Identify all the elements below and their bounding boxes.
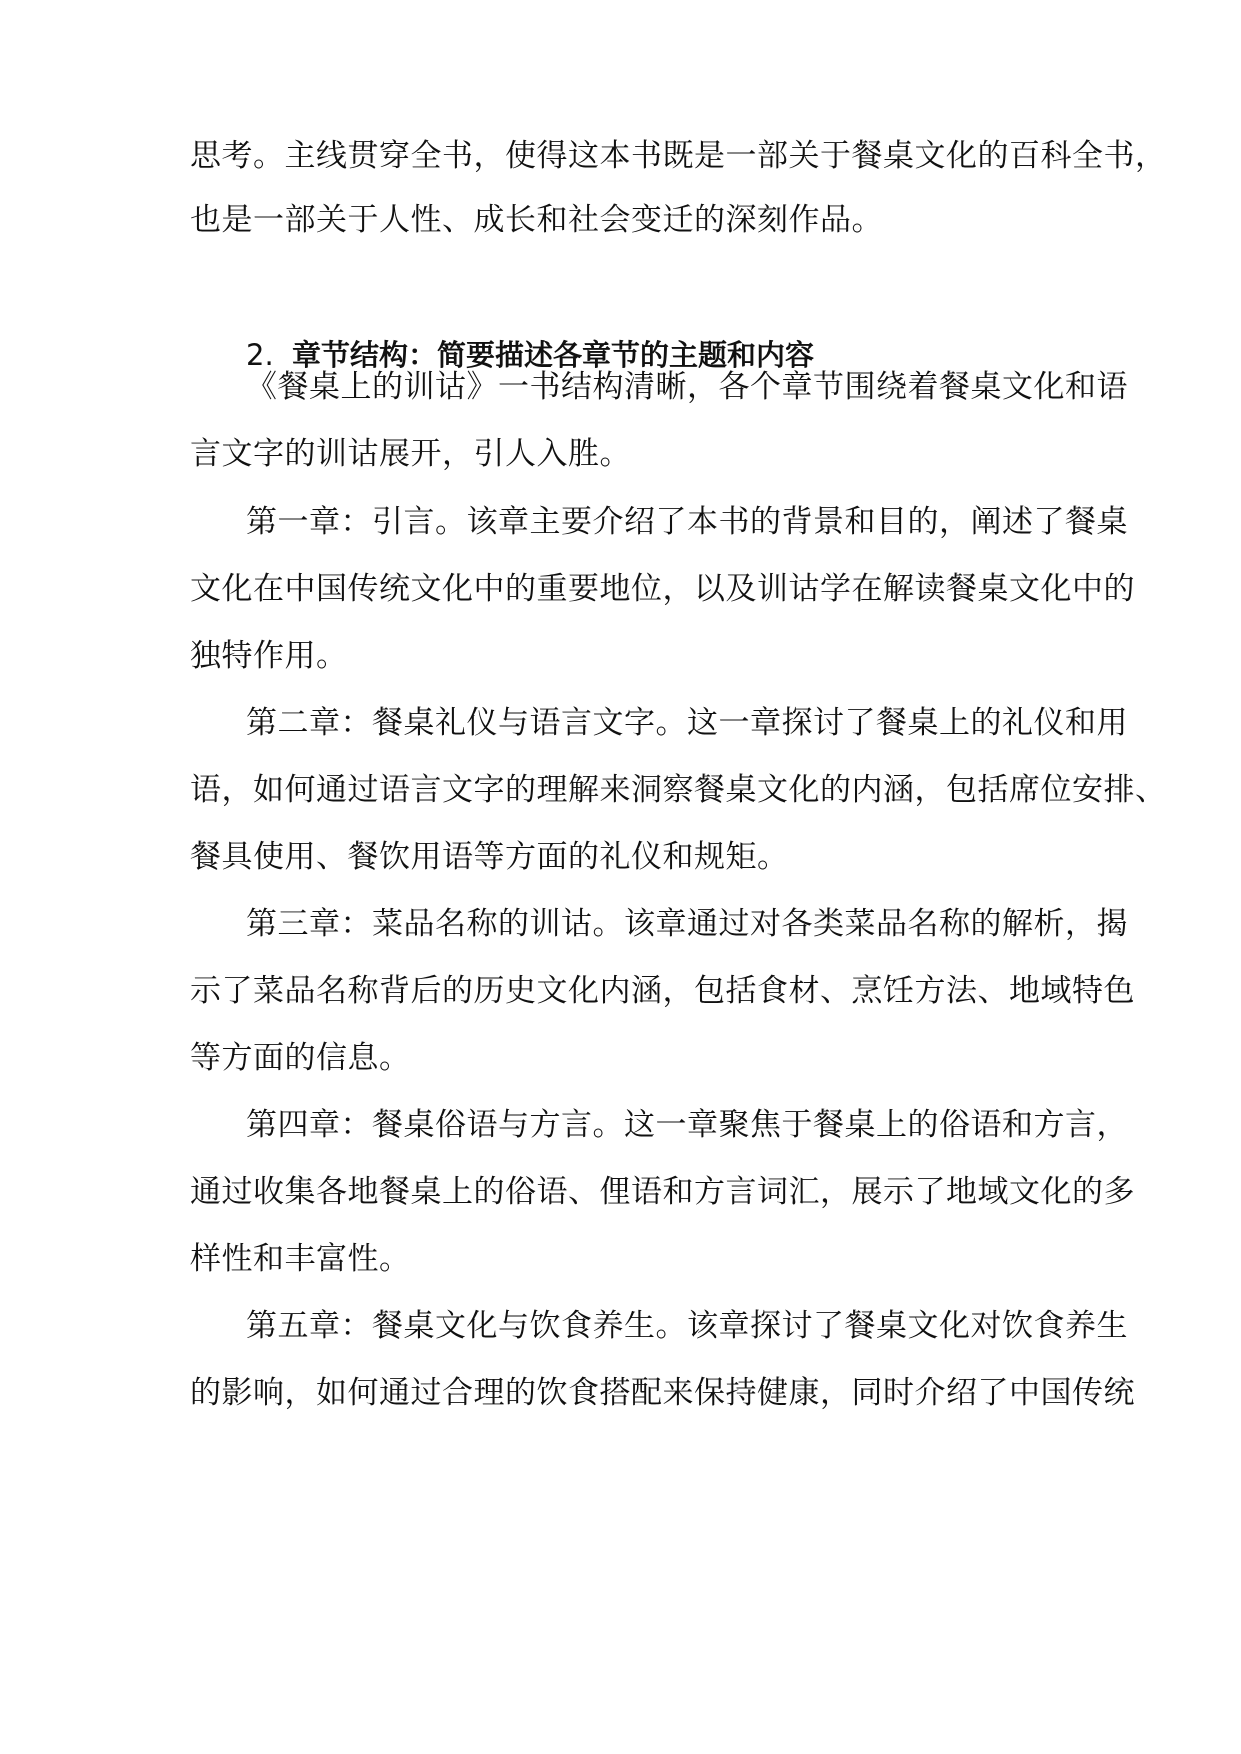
paragraph-6-line-1: 第五章：餐桌文化与饮食养生。该章探讨了餐桌文化对饮食养生	[246, 1308, 1128, 1344]
paragraph-4-line-3: 等方面的信息。	[190, 1040, 411, 1076]
paragraph-3-line-2: 语，如何通过语言文字的理解来洞察餐桌文化的内涵，包括席位安排、	[190, 772, 1167, 808]
paragraph-2-line-2: 文化在中国传统文化中的重要地位，以及训诂学在解读餐桌文化中的	[190, 571, 1135, 607]
paragraph-1-line-1: 《餐桌上的训诂》一书结构清晰，各个章节围绕着餐桌文化和语	[246, 369, 1128, 405]
section-title: 章节结构：简要描述各章节的主题和内容	[292, 338, 815, 372]
paragraph-3-line-3: 餐具使用、餐饮用语等方面的礼仪和规矩。	[190, 839, 789, 875]
paragraph-4-line-1: 第三章：菜品名称的训诂。该章通过对各类菜品名称的解析，揭	[246, 906, 1128, 942]
paragraph-5-line-2: 通过收集各地餐桌上的俗语、俚语和方言词汇，展示了地域文化的多	[190, 1174, 1135, 1210]
paragraph-5-line-3: 样性和丰富性。	[190, 1241, 411, 1277]
paragraph-1-line-2: 言文字的训诂展开，引人入胜。	[190, 436, 631, 472]
paragraph-4-line-2: 示了菜品名称背后的历史文化内涵，包括食材、烹饪方法、地域特色	[190, 973, 1135, 1009]
paragraph-2-line-3: 独特作用。	[190, 638, 348, 674]
paragraph-5-line-1: 第四章：餐桌俗语与方言。这一章聚焦于餐桌上的俗语和方言，	[246, 1107, 1128, 1143]
paragraph-6-line-2: 的影响，如何通过合理的饮食搭配来保持健康，同时介绍了中国传统	[190, 1375, 1135, 1411]
intro-line-2: 也是一部关于人性、成长和社会变迁的深刻作品。	[190, 202, 883, 238]
section-number: 2.	[246, 338, 274, 372]
paragraph-3-line-1: 第二章：餐桌礼仪与语言文字。这一章探讨了餐桌上的礼仪和用	[246, 705, 1128, 741]
intro-line-1: 思考。主线贯穿全书，使得这本书既是一部关于餐桌文化的百科全书，	[190, 138, 1167, 174]
paragraph-2-line-1: 第一章：引言。该章主要介绍了本书的背景和目的，阐述了餐桌	[246, 504, 1128, 540]
